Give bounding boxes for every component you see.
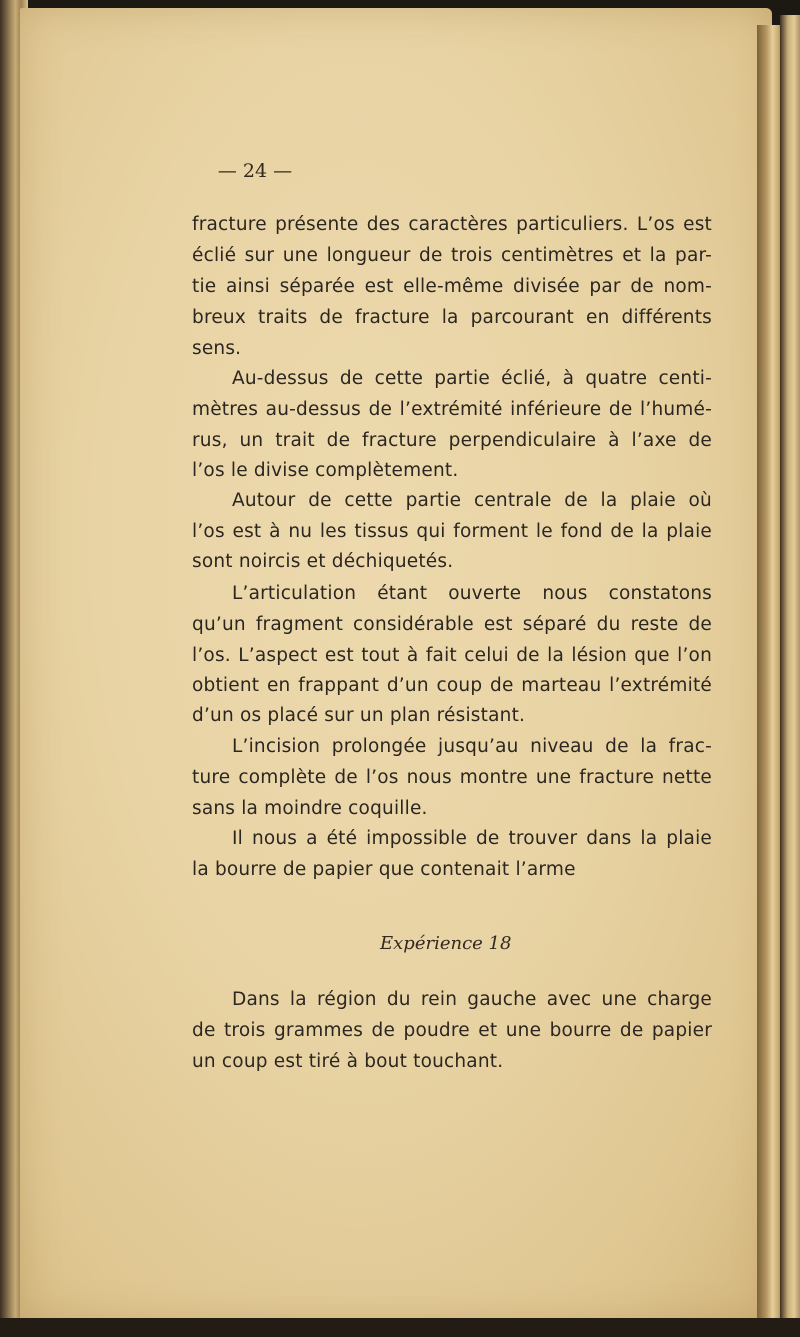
text-line: tie ainsi séparée est elle-même divisée par de nom-: [192, 276, 712, 297]
page-number: — 24 —: [217, 160, 293, 182]
text-line: l’os le divise complètement.: [192, 460, 459, 481]
text-line: sont noircis et déchiquetés.: [192, 551, 454, 572]
section-heading: Expérience 18: [380, 933, 512, 954]
text-line: Autour de cette partie centrale de la plaie où: [232, 490, 712, 511]
text-line: sens.: [192, 338, 242, 359]
text-line: L’articulation étant ouverte nous constatons: [232, 583, 712, 604]
text-line: la bourre de papier que contenait l’arme: [192, 859, 576, 880]
text-line: obtient en frappant d’un coup de marteau l’extrémité: [192, 675, 712, 696]
text-line: sans la moindre coquille.: [192, 798, 428, 819]
page-stack-edge: [780, 15, 800, 1325]
text-line: rus, un trait de fracture perpendiculaire à l’axe de: [192, 430, 712, 451]
text-line: l’os. L’aspect est tout à fait celui de la lésion que l’on: [192, 645, 712, 666]
text-line: fracture présente des caractères particuliers. L’os est: [192, 214, 712, 235]
text-line: Au-dessus de cette partie éclié, à quatre centi-: [232, 368, 712, 389]
text-line: l’os est à nu les tissus qui forment le fond de la plaie: [192, 521, 712, 542]
text-line: breux traits de fracture la parcourant en différents: [192, 307, 712, 328]
text-line: un coup est tiré à bout touchant.: [192, 1051, 504, 1072]
text-line: ture complète de l’os nous montre une fracture nette: [192, 767, 712, 788]
text-line: de trois grammes de poudre et une bourre de papier: [192, 1020, 712, 1041]
text-line: qu’un fragment considérable est séparé du reste de: [192, 614, 712, 635]
text-line: Il nous a été impossible de trouver dans la plaie: [232, 828, 712, 849]
text-line: Dans la région du rein gauche avec une charge: [232, 989, 712, 1010]
text-line: L’incision prolongée jusqu’au niveau de la frac-: [232, 736, 712, 757]
text-line: éclié sur une longueur de trois centimètres et la par-: [192, 245, 712, 266]
scan-bottom-border: [0, 1318, 800, 1337]
text-line: mètres au-dessus de l’extrémité inférieure de l’humé-: [192, 399, 712, 420]
text-line: d’un os placé sur un plan résistant.: [192, 705, 526, 726]
